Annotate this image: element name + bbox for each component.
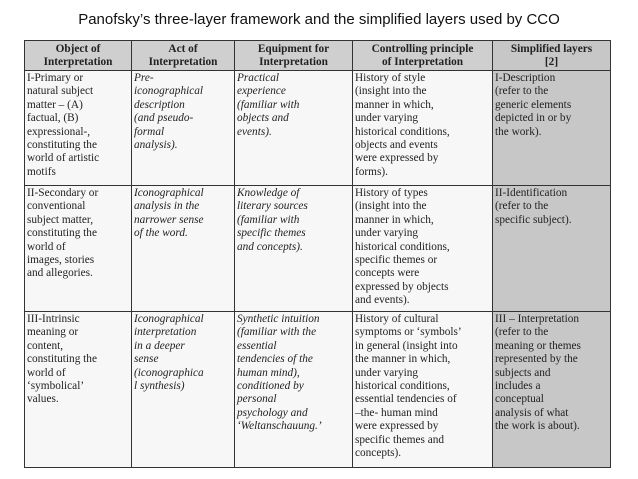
table-cell-simplified: I-Description (refer to the generic elements depicted in or by the work). bbox=[493, 71, 611, 186]
table-cell: Iconographical interpretation in a deeper sense (iconographica l synthesis) bbox=[132, 312, 235, 468]
header-equipment-for-interpretation: Equipment for Interpretation bbox=[235, 41, 353, 71]
header-controlling-principle: Controlling principle of Interpretation bbox=[353, 41, 493, 71]
table-row bbox=[25, 71, 611, 186]
table-cell: II-Secondary or conventional subject matter, constituting the world of images, stories and allegories. bbox=[25, 186, 132, 312]
table-cell: Practical experience (familiar with objects and events). bbox=[235, 71, 353, 186]
table-row bbox=[25, 186, 611, 312]
table-cell: Pre- iconographical description (and pseudo- formal analysis). bbox=[132, 71, 235, 186]
header-object-of-interpretation: Object of Interpretation bbox=[25, 41, 132, 71]
table-cell-simplified: II-Identification (refer to the specific subject). bbox=[493, 186, 611, 312]
table-cell: Iconographical analysis in the narrower sense of the word. bbox=[132, 186, 235, 312]
table-cell: Knowledge of literary sources (familiar with specific themes and concepts). bbox=[235, 186, 353, 312]
table-cell: History of types (insight into the manner in which, under varying historical conditions, specific themes or concepts were expressed by objects and events). bbox=[353, 186, 493, 312]
header-row bbox=[25, 41, 611, 71]
table-cell: History of style (insight into the manner in which, under varying historical conditions, objects and events were expressed by forms). bbox=[353, 71, 493, 186]
table-cell: III-Intrinsic meaning or content, constituting the world of ‘symbolical’ values. bbox=[25, 312, 132, 468]
slide-title: Panofsky’s three-layer framework and the simplified layers used by CCO bbox=[78, 11, 560, 28]
table-cell: Synthetic intuition (familiar with the essential tendencies of the human mind), conditioned by personal psychology and ‘Weltanschauung.’ bbox=[235, 312, 353, 468]
table-cell: I-Primary or natural subject matter – (A) factual, (B) expressional-, constituting the world of artistic motifs bbox=[25, 71, 132, 186]
table-cell-simplified: III – Interpretation (refer to the meaning or themes represented by the subjects and includes a conceptual analysis of what the work is about). bbox=[493, 312, 611, 468]
panofsky-framework-table bbox=[24, 40, 611, 468]
table-cell: History of cultural symptoms or ‘symbols’ in general (insight into the manner in which, under varying historical conditions, essential tendencies of –the- human mind were expressed by specific themes and concepts). bbox=[353, 312, 493, 468]
header-act-of-interpretation: Act of Interpretation bbox=[132, 41, 235, 71]
table-row bbox=[25, 312, 611, 468]
header-simplified-layers: Simplified layers [2] bbox=[493, 41, 611, 71]
